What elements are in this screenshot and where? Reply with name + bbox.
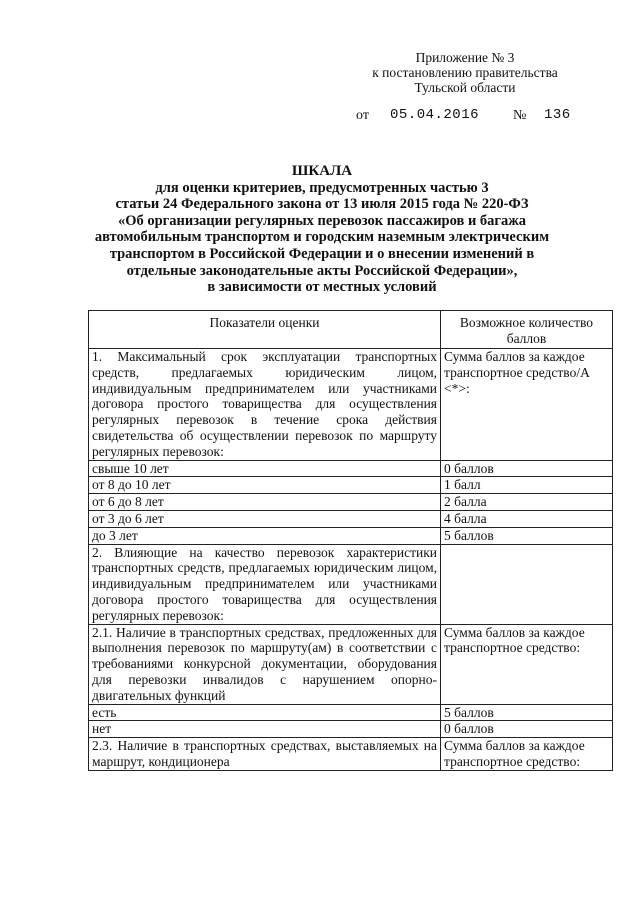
table-row: [89, 510, 613, 527]
header-points: Возможное количество баллов: [441, 311, 613, 349]
indicator-cell: до 3 лет: [89, 527, 441, 544]
points-cell: 5 баллов: [441, 527, 613, 544]
points-cell: 0 баллов: [441, 460, 613, 477]
table-row: [89, 624, 613, 704]
title-line: «Об организации регулярных перевозок пассажиров и багажа: [117, 212, 527, 229]
appendix-line: Приложение № 3: [415, 50, 515, 65]
from-label: от: [356, 108, 369, 123]
header-indicators: Показатели оценки: [89, 311, 441, 349]
indicator-cell: свыше 10 лет: [89, 460, 441, 477]
title-line: отдельные законодательные акты Российской Федерации»,: [126, 262, 518, 279]
appendix-line: Тульской области: [414, 80, 516, 95]
document-heading: [80, 163, 564, 296]
table-row: [89, 738, 613, 771]
points-cell: 5 баллов: [441, 704, 613, 721]
indicator-cell: есть: [89, 704, 441, 721]
table-row: [89, 704, 613, 721]
scoring-table: [88, 310, 613, 771]
title-line: статьи 24 Федерального закона от 13 июля 2015 года № 220-ФЗ: [115, 196, 529, 213]
table-header-row: [89, 311, 613, 349]
indicator-cell: 1. Максимальный срок эксплуатации транспортных средств, предлагаемых юридическим лицом, индивидуальным предпринимателем или участниками договора простого товарищества для осуществления регулярных перевозок в течение срока действия свидетельства об осуществлении перевозок по маршруту регулярных перевозок:: [89, 349, 441, 461]
points-cell: [441, 544, 613, 624]
table-row: [89, 349, 613, 461]
table-row: [89, 460, 613, 477]
indicator-cell: нет: [89, 721, 441, 738]
points-cell: Сумма баллов за каждое транспортное средство:: [441, 624, 613, 704]
decree-date: 05.04.2016: [390, 107, 480, 123]
appendix-line: к постановлению правительства: [372, 65, 558, 80]
table-row: [89, 721, 613, 738]
title-line: для оценки критериев, предусмотренных частью 3: [155, 179, 489, 196]
indicator-cell: от 8 до 10 лет: [89, 477, 441, 494]
title-line: в зависимости от местных условий: [207, 279, 437, 296]
table-row: [89, 527, 613, 544]
indicator-cell: от 6 до 8 лет: [89, 494, 441, 511]
number-label: №: [513, 108, 527, 123]
table-row: [89, 544, 613, 624]
title-line: транспортом в Российской Федерации и о внесении изменений в: [109, 245, 535, 262]
decree-number: 136: [544, 107, 571, 123]
indicator-cell: от 3 до 6 лет: [89, 510, 441, 527]
points-cell: Сумма баллов за каждое транспортное средство:: [441, 738, 613, 771]
indicator-cell: 2.1. Наличие в транспортных средствах, предложенных для выполнения перевозок по маршруту(ам) в соответствии с требованиями конкурсной документации, оборудования для перевозки инвалидов с нарушением опорно-двигательных функций: [89, 624, 441, 704]
table-row: [89, 477, 613, 494]
indicator-cell: 2.3. Наличие в транспортных средствах, выставляемых на маршрут, кондиционера: [89, 738, 441, 771]
indicator-cell: 2. Влияющие на качество перевозок характеристики транспортных средств, предлагаемых юридическим лицом, индивидуальным предпринимателем или участниками договора простого товарищества для осуществления регулярных перевозок:: [89, 544, 441, 624]
points-cell: 2 балла: [441, 494, 613, 511]
table-row: [89, 494, 613, 511]
points-cell: 4 балла: [441, 510, 613, 527]
points-cell: 0 баллов: [441, 721, 613, 738]
title-line: автомобильным транспортом и городским наземным электрическим: [94, 229, 550, 246]
document-title: ШКАЛА: [291, 163, 353, 179]
appendix-block: [330, 50, 600, 95]
points-cell: 1 балл: [441, 477, 613, 494]
points-cell: Сумма баллов за каждое транспортное средство/А <*>:: [441, 349, 613, 461]
